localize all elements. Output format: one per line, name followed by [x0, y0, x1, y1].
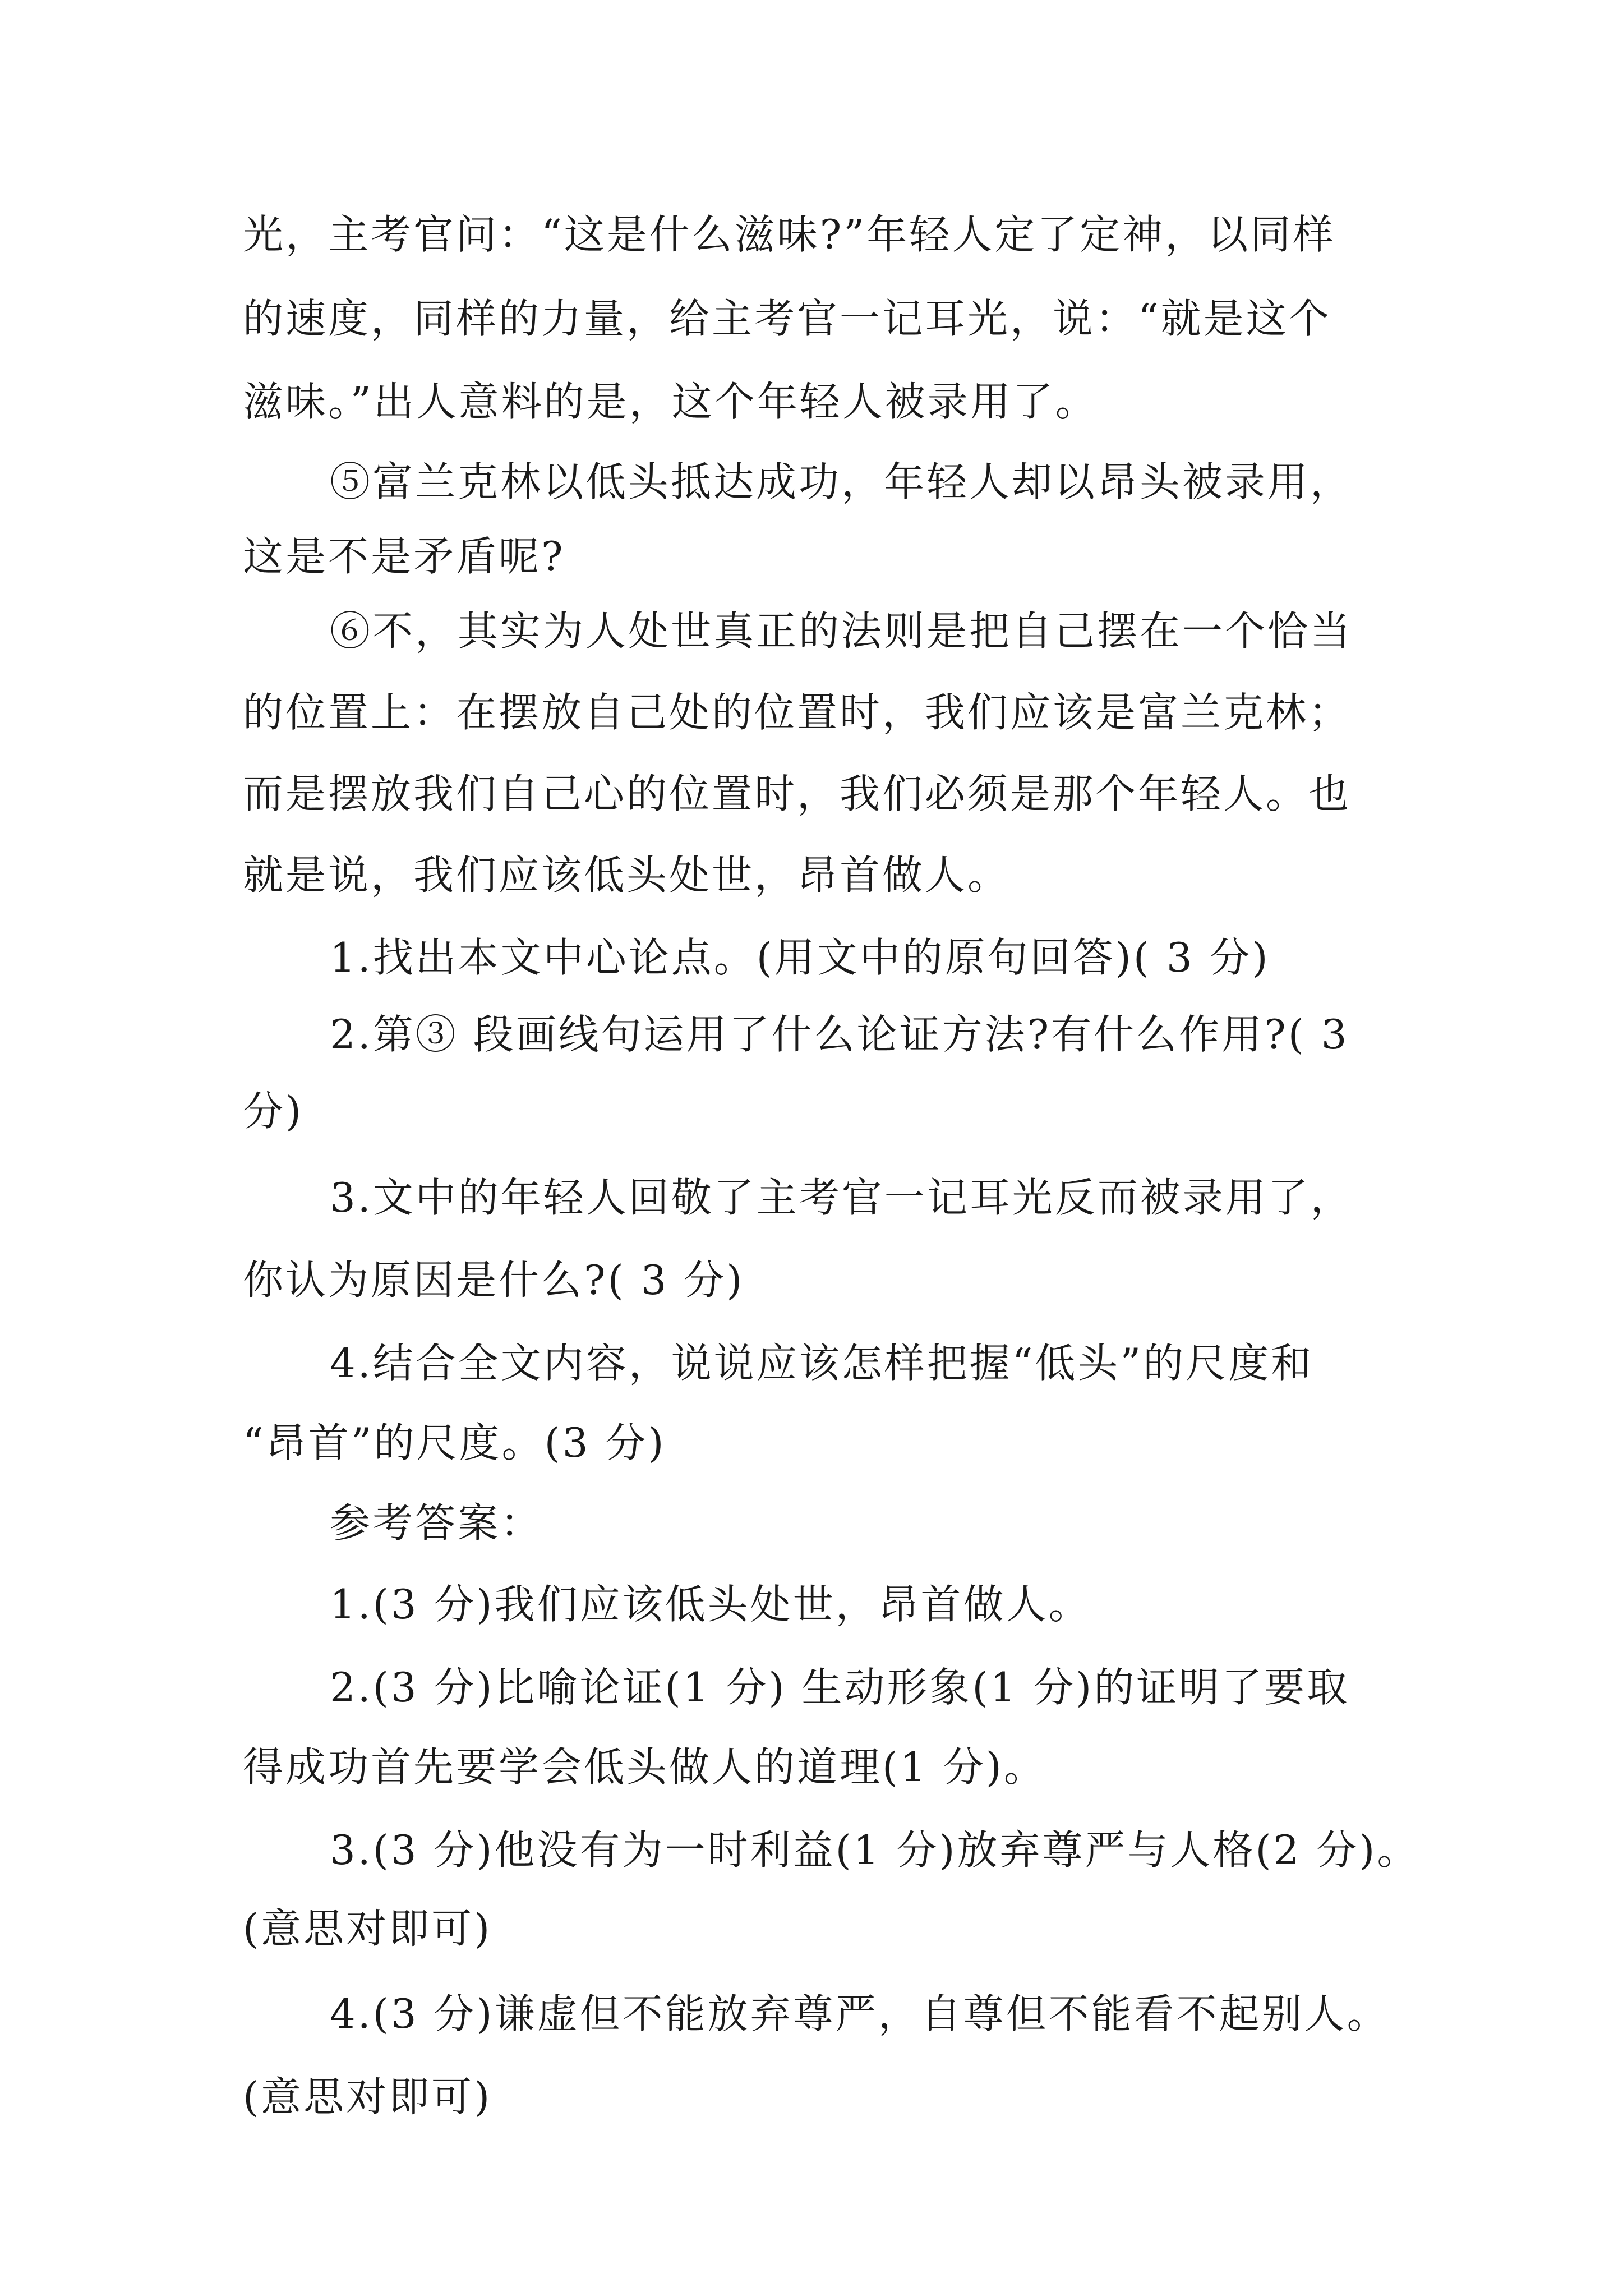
passage-para6-line1: ⑥不，其实为人处世真正的法则是把自己摆在一个恰当 — [330, 608, 1353, 655]
passage-para6-line4: 就是说，我们应该低头处世，昂首做人。 — [243, 852, 1011, 899]
question-4-line2: “昂首”的尺度。(3 分) — [243, 1419, 666, 1466]
answer-3-line1: 3.(3 分)他没有为一时利益(1 分)放弃尊严与人格(2 分)。 — [330, 1826, 1420, 1874]
question-4-line1: 4.结合全文内容，说说应该怎样把握“低头”的尺度和 — [330, 1340, 1314, 1387]
question-1: 1.找出本文中心论点。(用文中的原句回答)( 3 分) — [330, 934, 1270, 981]
answer-4-line2: (意思对即可) — [243, 2073, 492, 2120]
answer-4-line1: 4.(3 分)谦虚但不能放弃尊严，自尊但不能看不起别人。 — [330, 1990, 1390, 2037]
answer-2-line1: 2.(3 分)比喻论证(1 分) 生动形象(1 分)的证明了要取 — [330, 1664, 1350, 1711]
passage-para6-line3: 而是摆放我们自己心的位置时，我们必须是那个年轻人。也 — [243, 770, 1352, 817]
passage-para4-line1: 光，主考官问：“这是什么滋味?”年轻人定了定神，以同样 — [243, 211, 1336, 258]
question-2-line1: 2.第③ 段画线句运用了什么论证方法?有什么作用?( 3 — [330, 1011, 1349, 1058]
question-3-line2: 你认为原因是什么?( 3 分) — [243, 1257, 745, 1304]
question-3-line1: 3.文中的年轻人回敬了主考官一记耳光反而被录用了， — [330, 1174, 1353, 1221]
question-2-line2: 分) — [243, 1088, 304, 1135]
passage-para6-line2: 的位置上：在摆放自己处的位置时，我们应该是富兰克林； — [243, 689, 1352, 736]
answer-3-line2: (意思对即可) — [243, 1905, 492, 1952]
passage-para5-line1: ⑤富兰克林以低头抵达成功，年轻人却以昂头被录用， — [330, 458, 1353, 505]
answers-heading: 参考答案： — [330, 1499, 543, 1547]
passage-para4-line3: 滋味。”出人意料的是，这个年轻人被录用了。 — [243, 378, 1098, 425]
passage-para4-line2: 的速度，同样的力量，给主考官一记耳光，说：“就是这个 — [243, 295, 1331, 342]
passage-para5-line2: 这是不是矛盾呢? — [243, 533, 565, 580]
answer-1: 1.(3 分)我们应该低头处世，昂首做人。 — [330, 1581, 1091, 1628]
answer-2-line2: 得成功首先要学会低头做人的道理(1 分)。 — [243, 1743, 1046, 1791]
